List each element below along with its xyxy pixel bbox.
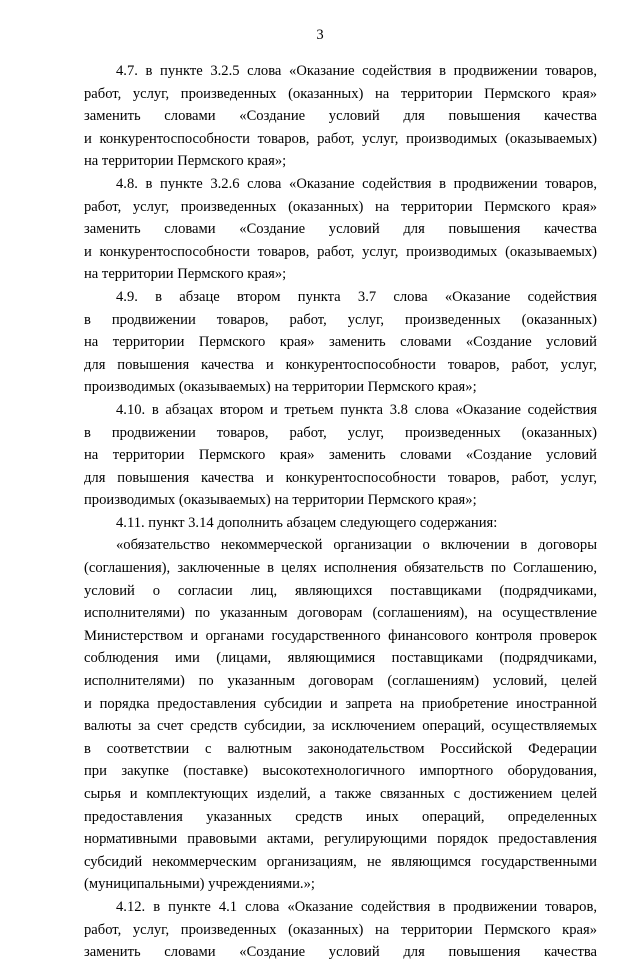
text-line: заменить словами «Создание условий для повышения качества bbox=[84, 108, 597, 125]
text-line: 4.9. в абзаце втором пункта 3.7 слова «Оказание содействия bbox=[116, 288, 597, 305]
text-line: работ, услуг, произведенных (оказанных) на территории Пермского края» bbox=[84, 85, 597, 102]
text-line: и конкурентоспособности товаров, работ, услуг, производимых (оказываемых) bbox=[84, 243, 597, 260]
text-line: в продвижении товаров, работ, услуг, произведенных (оказанных) bbox=[84, 424, 597, 441]
text-line: для повышения качества и конкурентоспособности товаров, работ, услуг, bbox=[84, 469, 597, 486]
text-line: исполнителями) по указанным договорам (соглашениям), на осуществление bbox=[84, 605, 597, 622]
text-line: условий о согласии лиц, являющихся поставщиками (подрядчиками, bbox=[84, 582, 597, 599]
text-line: 4.7. в пункте 3.2.5 слова «Оказание содействия в продвижении товаров, bbox=[116, 63, 597, 79]
text-line: сырья и комплектующих изделий, а также связанных с достижением целей bbox=[84, 786, 597, 802]
text-line: 4.8. в пункте 3.2.6 слова «Оказание содействия в продвижении товаров, bbox=[116, 175, 597, 192]
text-line: и конкурентоспособности товаров, работ, услуг, производимых (оказываемых) bbox=[84, 130, 597, 147]
text-line: заменить словами «Создание условий для повышения качества bbox=[84, 221, 597, 238]
text-line: на территории Пермского края» заменить словами «Создание условий bbox=[84, 334, 597, 351]
paragraph-4.12 bbox=[84, 896, 597, 964]
text-line: производимых (оказываемых) на территории Пермского края»; bbox=[84, 492, 477, 509]
text-line: на территории Пермского края»; bbox=[84, 153, 287, 170]
text-line: субсидий некоммерческим организациям, не являющимся государственными bbox=[84, 853, 597, 870]
page-number: 3 bbox=[316, 27, 324, 43]
paragraph-4.7 bbox=[84, 60, 597, 173]
text-line: 4.12. в пункте 4.1 слова «Оказание содействия в продвижении товаров, bbox=[116, 898, 597, 915]
text-line: работ, услуг, произведенных (оказанных) на территории Пермского края» bbox=[84, 198, 597, 215]
paragraph-4.10 bbox=[84, 399, 597, 512]
text-line: нормативными правовыми актами, регулирующими порядок предоставления bbox=[84, 831, 597, 848]
text-line: (муниципальными) учреждениями.»; bbox=[84, 876, 315, 893]
text-line: для повышения качества и конкурентоспособности товаров, работ, услуг, bbox=[84, 356, 597, 373]
text-line: предоставления указанных средств иных операций, определенных bbox=[84, 808, 597, 825]
text-line: при закупке (поставке) высокотехнологичного импортного оборудования, bbox=[84, 763, 597, 780]
text-line: валюты за счет средств субсидии, за исключением операций, осуществляемых bbox=[84, 718, 597, 735]
text-line: и порядка предоставления субсидии и запрета на приобретение иностранной bbox=[84, 695, 597, 712]
text-line: соблюдения ими (лицами, являющимися поставщиками (подрядчиками, bbox=[84, 650, 597, 667]
text-line: Министерством и органами государственного финансового контроля проверок bbox=[84, 627, 597, 644]
text-line: на территории Пермского края»; bbox=[84, 266, 287, 283]
text-line: заменить словами «Создание условий для повышения качества bbox=[84, 944, 597, 961]
text-line: в продвижении товаров, работ, услуг, произведенных (оказанных) bbox=[84, 311, 597, 328]
paragraph-4.8 bbox=[84, 173, 597, 286]
text-line: 4.11. пункт 3.14 дополнить абзацем следующего содержания: bbox=[116, 514, 498, 531]
paragraph-4.11-quote bbox=[84, 534, 597, 896]
document-body bbox=[84, 60, 597, 964]
text-line: в соответствии с валютным законодательством Российской Федерации bbox=[84, 740, 597, 757]
text-line: производимых (оказываемых) на территории Пермского края»; bbox=[84, 379, 477, 396]
paragraph-4.11 bbox=[84, 512, 597, 535]
paragraph-4.9 bbox=[84, 286, 597, 399]
text-line: на территории Пермского края» заменить словами «Создание условий bbox=[84, 447, 597, 464]
text-line: 4.10. в абзацах втором и третьем пункта 3.8 слова «Оказание содействия bbox=[116, 401, 597, 418]
text-line: (соглашения), заключенные в целях исполнения обязательств по Соглашению, bbox=[84, 560, 597, 577]
text-line: исполнителями) по указанным договорам (соглашениям) условий, целей bbox=[84, 673, 597, 690]
text-line: «обязательство некоммерческой организации о включении в договоры bbox=[116, 537, 597, 554]
text-line: работ, услуг, произведенных (оказанных) на территории Пермского края» bbox=[84, 921, 597, 938]
